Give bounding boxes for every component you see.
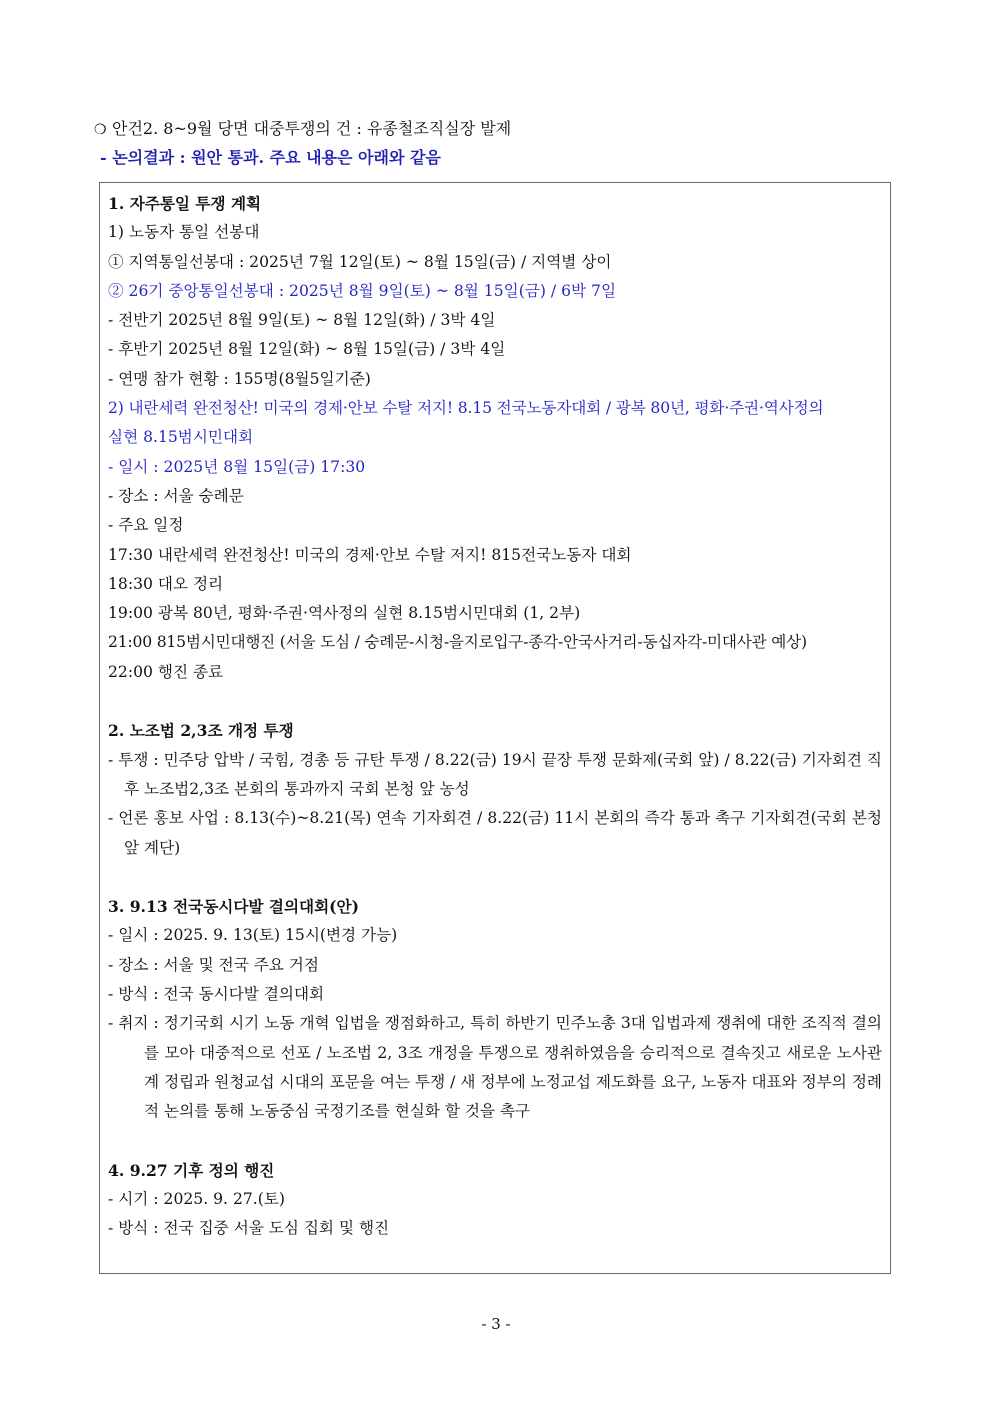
schedule-item: 19:00 광복 80년, 평화·주권·역사정의 실현 8.15범시민대회 (1, 2부): [108, 604, 581, 623]
march-method: - 방식 : 전국 집중 서울 도심 집회 및 행진: [108, 1219, 390, 1238]
rally-purpose: - 취지 : 정기국회 시기 노동 개혁 입법을 쟁점화하고, 특히 하반기 민주노총 3대 입법과제 쟁취에 대한 조직적 결의를 모아 대중적으로 선포 / 노조법 2, 3조 개정을 투쟁으로 쟁취하였음을 승리적으로 결속짓고 새로운 노사관계 정립과 원청교섭 시대의 포문을 여는 투쟁 / 새 정부에 노정교섭 제도화를 요구, 노동자 대표와 정부의 정례적 논의를 통해 노동중심 국정기조를 현실화 할 것을 촉구: [108, 1014, 882, 1121]
march-time: - 시기 : 2025. 9. 27.(토): [108, 1190, 285, 1209]
section-4-heading: 4. 9.27 기후 정의 행진: [108, 1160, 275, 1180]
rally-datetime: - 일시 : 2025년 8월 15일(금) 17:30: [108, 457, 366, 476]
discussion-result: - 논의결과 : 원안 통과. 주요 내용은 아래와 같음: [100, 148, 441, 167]
rally-datetime-2: - 일시 : 2025. 9. 13(토) 15시(변경 가능): [108, 926, 398, 945]
participation-item: - 연맹 참가 현황 : 155명(8월5일기준): [108, 369, 371, 388]
schedule-item: 22:00 행진 종료: [108, 662, 224, 681]
section-2-heading: 2. 노조법 2,3조 개정 투쟁: [108, 721, 294, 741]
press-item: - 언론 홍보 사업 : 8.13(수)~8.21(목) 연속 기자회견 / 8.22(금) 11시 본회의 즉각 통과 촉구 기자회견(국회 본청 앞 계단): [108, 809, 882, 857]
circle-bullet-icon: ❍: [94, 122, 107, 138]
agenda-line: [94, 116, 511, 143]
page-number: - 3 -: [481, 1315, 511, 1333]
section-1-heading: 1. 자주통일 투쟁 계획: [108, 194, 262, 213]
spacer: [108, 863, 882, 892]
section-3-heading: 3. 9.13 전국동시다발 결의대회(안): [108, 897, 360, 917]
spacer: [108, 687, 882, 716]
section-1-subheading-2: 2) 내란세력 완전청산! 미국의 경제·안보 수탈 저지! 8.15 전국노동자대회 / 광복 80년, 평화·주권·역사정의: [108, 399, 824, 418]
schedule-item: 21:00 815범시민대행진 (서울 도심 / 숭례문-시청-을지로입구-종각-안국사거리-동십자각-미대사관 예상): [108, 633, 807, 652]
section-1-subheading-2-cont: 실현 8.15범시민대회: [108, 428, 254, 447]
section-1-subheading-1: 1) 노동자 통일 선봉대: [108, 223, 260, 242]
rally-place-2: - 장소 : 서울 및 전국 주요 거점: [108, 955, 319, 974]
struggle-item: - 투쟁 : 민주당 압박 / 국힘, 경총 등 규탄 투쟁 / 8.22(금) 19시 끝장 투쟁 문화제(국회 앞) / 8.22(금) 기자회견 직후 노조법2,3조 본회의 통과까지 국회 본청 앞 농성: [108, 750, 882, 798]
spacer: [108, 1127, 882, 1156]
content-box: [99, 182, 891, 1274]
schedule-item: 18:30 대오 정리: [108, 574, 224, 593]
first-half-item: - 전반기 2025년 8월 9일(토) ~ 8월 12일(화) / 3박 4일: [108, 311, 496, 330]
regional-vanguard-item: ① 지역통일선봉대 : 2025년 7월 12일(토) ~ 8월 15일(금) / 지역별 상이: [108, 252, 612, 271]
agenda-title: 안건2. 8~9월 당면 대중투쟁의 건 : 유종철조직실장 발제: [112, 119, 512, 138]
schedule-item: 17:30 내란세력 완전청산! 미국의 경제·안보 수탈 저지! 815전국노동자 대회: [108, 545, 632, 564]
rally-method: - 방식 : 전국 동시다발 결의대회: [108, 985, 325, 1004]
rally-place: - 장소 : 서울 숭례문: [108, 486, 244, 505]
second-half-item: - 후반기 2025년 8월 12일(화) ~ 8월 15일(금) / 3박 4일: [108, 340, 506, 359]
schedule-title: - 주요 일정: [108, 516, 184, 535]
central-vanguard-item: ② 26기 중앙통일선봉대 : 2025년 8월 9일(토) ~ 8월 15일(금) / 6박 7일: [108, 281, 617, 300]
